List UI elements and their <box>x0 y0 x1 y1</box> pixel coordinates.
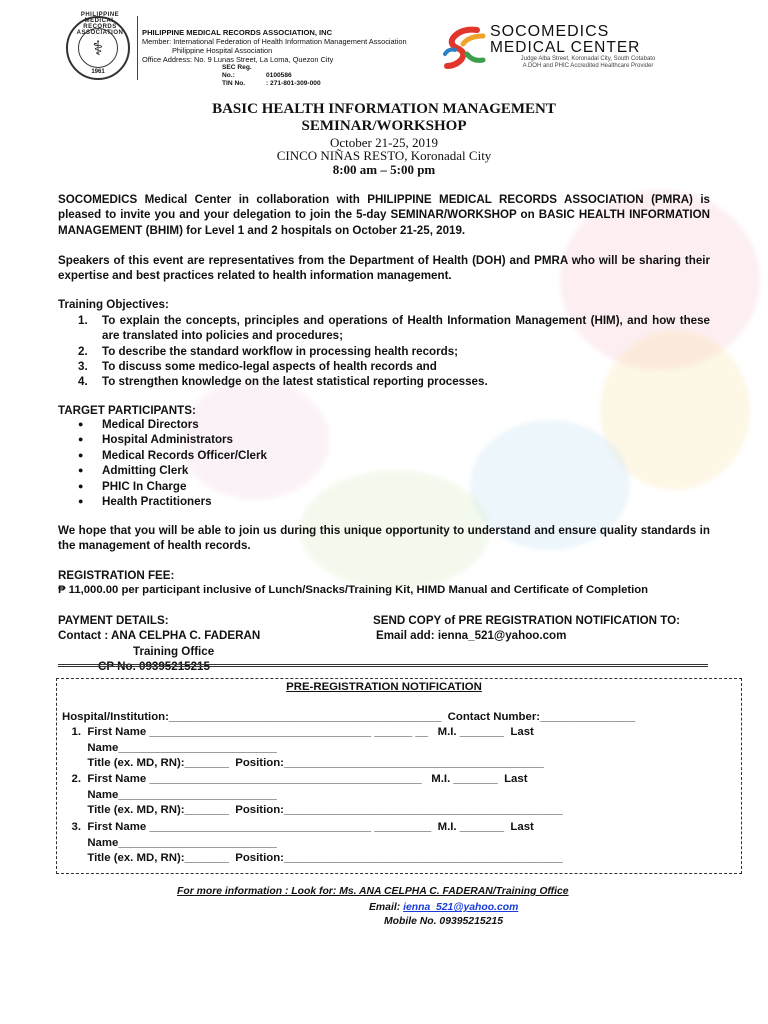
hospital-tagline: A DOH and PHIC Accredited Healthcare Provider <box>522 63 654 69</box>
participant-label: Hospital Administrators <box>102 433 233 447</box>
list-number: 4. <box>78 375 88 389</box>
event-venue: CINCO NIÑAS RESTO, Koronadal City <box>276 148 492 163</box>
entry3-first-name-field[interactable]: 3. First Name ___________________________________ _________ M.I. _______ Last <box>62 821 534 833</box>
payment-office: Training Office <box>133 644 215 658</box>
list-item <box>78 344 710 359</box>
bullet-icon: ● <box>78 496 84 507</box>
closing-paragraph: We hope that you will be able to join us during this unique opportunity to understand and ensure quality standards in the management of health records. <box>58 524 710 553</box>
objective-text: To explain the concepts, principles and operations of Health Information Management (HIM), and how these are translated into policies and procedures; <box>102 314 710 343</box>
objective-text: To strengthen knowledge on the latest statistical reporting processes. <box>102 375 488 389</box>
payment-heading: PAYMENT DETAILS: <box>58 614 169 627</box>
participant-label: Health Practitioners <box>102 495 212 509</box>
entry1-title-position-field[interactable]: Title (ex. MD, RN):_______ Position:_________________________________________ <box>62 757 544 769</box>
send-email: Email add: ienna_521@yahoo.com <box>376 629 567 643</box>
list-item <box>78 463 267 478</box>
list-number: 3. <box>78 359 88 373</box>
hospital-name <box>490 24 640 56</box>
entry2-last-name-field[interactable]: Name_________________________ <box>62 789 277 801</box>
fee-heading: REGISTRATION FEE: <box>58 569 175 582</box>
entry3-last-name-field[interactable]: Name_________________________ <box>62 837 277 849</box>
pmra-address: Office Address: No. 9 Lunas Street, La Loma, Quezon City <box>142 55 334 64</box>
entry2-title-position-field[interactable]: Title (ex. MD, RN):_______ Position:____________________________________________ <box>62 804 563 816</box>
caduceus-icon: ⚕ <box>78 28 118 68</box>
hospital-name-line2: MEDICAL CENTER <box>490 39 641 56</box>
list-item <box>78 432 267 447</box>
pre-registration-heading: PRE-REGISTRATION NOTIFICATION <box>286 681 482 693</box>
send-copy-details <box>373 613 680 644</box>
pmra-info <box>142 28 407 64</box>
participants-heading: TARGET PARTICIPANTS: <box>58 404 196 417</box>
footer-email-link[interactable]: ienna_521@yahoo.com <box>403 902 519 913</box>
pmra-org-name: PHILIPPINE MEDICAL RECORDS ASSOCIATION, INC <box>142 28 333 37</box>
bullet-icon: ● <box>78 419 84 429</box>
list-item <box>78 359 710 374</box>
letterhead <box>0 0 768 92</box>
entry1-first-name-field[interactable]: 1. First Name ___________________________________ ______ __ M.I. _______ Last <box>62 726 534 738</box>
objective-text: To describe the standard workflow in processing health records; <box>102 344 459 358</box>
sec-label: SEC Reg. No.: <box>222 64 252 79</box>
participant-label: Medical Directors <box>102 418 199 431</box>
bullet-icon: ● <box>78 434 84 445</box>
bullet-icon: ● <box>78 480 84 491</box>
entry1-last-name-field[interactable]: Name_________________________ <box>62 742 277 754</box>
seal-year: 1961 <box>91 69 105 75</box>
list-item <box>78 374 710 389</box>
list-item <box>78 494 267 509</box>
list-number: 2. <box>78 344 88 358</box>
speakers-paragraph: Speakers of this event are representatives from the Department of Health (DOH) and PMRA who will be sharing their expertise and best practices related to health information management. <box>58 254 710 283</box>
socomedics-logo-icon <box>443 24 487 72</box>
send-heading: SEND COPY of PRE REGISTRATION NOTIFICATION TO: <box>373 614 681 627</box>
event-date: October 21-25, 2019 <box>330 135 438 150</box>
hospital-address: Judge Alba Street, Koronadal City, South Cotabato <box>520 56 656 62</box>
footer-email-label: Email: <box>369 902 404 913</box>
list-item <box>78 313 710 344</box>
list-item <box>78 417 267 432</box>
entry2-first-name-field[interactable]: 2. First Name ___________________________________________ M.I. _______ Last <box>62 773 528 785</box>
footer-mobile: Mobile No. 09395215215 <box>384 916 503 927</box>
objective-text: To discuss some medico-legal aspects of health records and <box>102 359 437 373</box>
participant-label: Admitting Clerk <box>102 464 189 478</box>
hospital-field[interactable]: Hospital/Institution:___________________________________________ Contact Number:_______________ <box>62 711 636 723</box>
separator-line <box>58 664 708 674</box>
sec-value: 0100586 <box>266 72 292 79</box>
event-time: 8:00 am – 5:00 pm <box>332 162 436 177</box>
objectives-list <box>78 313 710 389</box>
hospital-subtitle <box>508 56 668 70</box>
participant-label: PHIC In Charge <box>102 479 187 493</box>
payment-contact: Contact : ANA CELPHA C. FADERAN <box>58 629 261 643</box>
list-item <box>78 448 267 463</box>
participants-list <box>78 417 267 509</box>
list-item <box>78 479 267 494</box>
seal-ring-text: PHILIPPINE MEDICAL RECORDS ASSOCIATION <box>76 12 124 36</box>
bullet-icon: ● <box>78 465 84 476</box>
bullet-icon: ● <box>78 449 84 460</box>
entry3-title-position-field[interactable]: Title (ex. MD, RN):_______ Position:____________________________________________ <box>62 852 563 864</box>
pmra-member: Member: International Federation of Health Information Management Association <box>142 37 407 46</box>
participant-label: Medical Records Officer/Clerk <box>102 448 267 462</box>
tin-value: : 271-801-309-000 <box>266 80 321 87</box>
payment-cp: CP No. 09395215215 <box>98 659 210 673</box>
tin-label: TIN No. <box>222 80 246 87</box>
footer-email <box>369 902 518 913</box>
footer-info: For more information : Look for: Ms. ANA CELPHA C. FADERAN/Training Office <box>177 886 569 897</box>
event-title-line1: BASIC HEALTH INFORMATION MANAGEMENT <box>212 101 556 117</box>
pmra-seal-logo <box>66 12 130 80</box>
event-title-line2: SEMINAR/WORKSHOP <box>301 118 467 134</box>
hospital-name-line1: SOCOMEDICS <box>490 23 610 40</box>
pmra-member2: Philippine Hospital Association <box>172 46 273 55</box>
header-divider <box>137 16 138 80</box>
list-number: 1. <box>78 314 88 327</box>
fee-text: ₱ 11,000.00 per participant inclusive of Lunch/Snacks/Training Kit, HIMD Manual and Certificate of Completion <box>58 584 649 596</box>
objectives-heading: Training Objectives: <box>58 298 169 311</box>
intro-paragraph: SOCOMEDICS Medical Center in collaboration with PHILIPPINE MEDICAL RECORDS ASSOCIATION (PMRA) is pleased to invite you and your delegation to join the 5-day SEMINAR/WORKSHOP on BASIC HEALTH INFORMATION MANAGEMENT (BHIM) for Level 1 and 2 hospitals on October 21-25, 2019. <box>58 193 710 237</box>
registration-numbers <box>222 64 321 88</box>
